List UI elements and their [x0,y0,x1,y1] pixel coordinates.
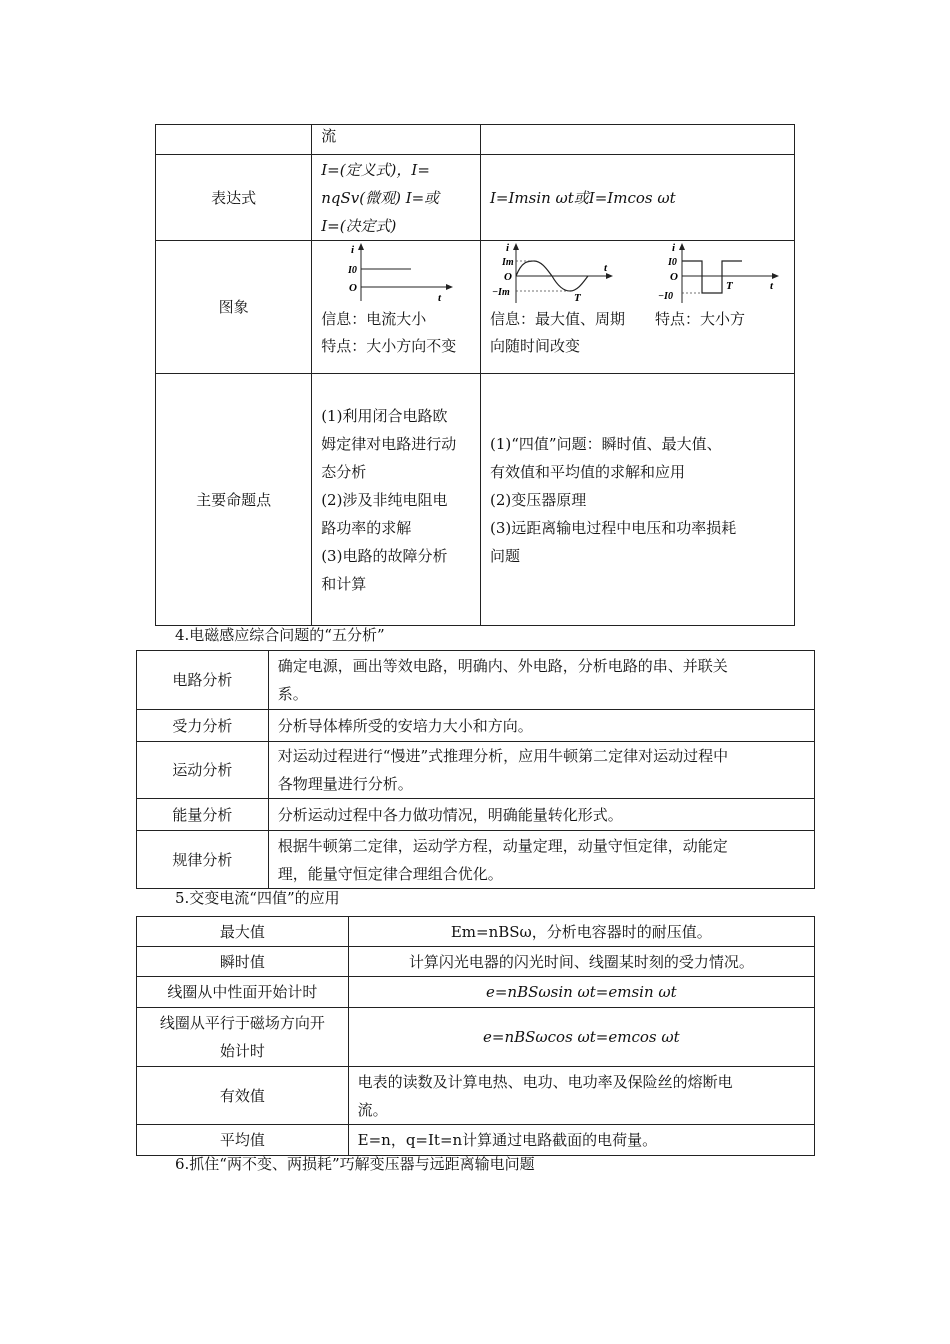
ac-graph-info-line: 向随时间改变 [489,337,580,355]
axis-label-i: i [671,242,676,254]
topic-line: (1)“四值”问题：瞬时值、最大值、 [489,434,722,453]
row-content: e=nBSωsin ωt=emsin ωt [348,977,814,1008]
axis-label-t: t [769,280,774,292]
ac-expression-cell: I=Imsin ωt或I=Imcos ωt [480,155,794,241]
row-label: 受力分析 [137,710,269,742]
table-row [137,1067,815,1125]
row-content: Em=nBSω，分析电容器时的耐压值。 [348,917,814,947]
topic-line: 有效值和平均值的求解和应用 [489,462,685,481]
row-content: E=n，q=It=n计算通过电路截面的电荷量。 [348,1125,814,1156]
max-label: Im [501,257,514,268]
row-label: 运动分析 [137,742,269,799]
ac-topics-cell [480,374,794,626]
dc-graph-cell [312,241,481,374]
topic-line: (2)涉及非纯电阻电 [321,490,448,509]
row-content [268,651,814,710]
four-values-table [136,916,815,1156]
ac-graph-cell [480,241,794,374]
row-content: 计算闪光电器的闪光时间、线圈某时刻的受力情况。 [348,947,814,977]
dc-topics-cell [312,374,481,626]
row-label: 规律分析 [137,831,269,889]
row-label-graph: 图象 [156,241,312,374]
table-row [137,651,815,710]
table-row [137,831,815,889]
topic-line: (3)电路的故障分析 [321,546,448,565]
min-label: −Im [491,287,510,298]
row-label: 瞬时值 [137,947,349,977]
current-comparison-table [155,124,795,626]
ac-sine-graph [490,241,620,307]
row-content [268,742,814,799]
cell-empty [156,125,312,155]
topic-line: 态分析 [321,462,367,481]
row-label: 能量分析 [137,799,269,831]
section-heading: 6.抓住“两不变、两损耗”巧解变压器与远距离输电问题 [175,1155,535,1173]
content-line: 理，能量守恒定律合理组合优化。 [277,864,503,883]
axis-label-i: i [351,244,355,256]
topic-line: (3)远距离输电过程中电压和功率损耗 [489,518,737,537]
axis-label-t: t [603,262,608,274]
dc-graph-info: 信息：电流大小 [321,310,427,328]
axis-label-i: i [505,242,510,254]
label-line: 始计时 [219,1042,265,1060]
cell-empty [480,125,794,155]
row-label: 有效值 [137,1067,349,1125]
table-row [137,917,815,947]
row-content: 分析导体棒所受的安培力大小和方向。 [268,710,814,742]
topic-line: 和计算 [321,574,367,593]
table-row [156,155,795,241]
dc-current-graph [321,241,461,307]
content-line: 系。 [277,685,308,703]
table-row [137,799,815,831]
dc-expression-line: I=(决定式) [321,216,397,235]
period-label: T [573,292,581,304]
dc-expression-cell [312,155,481,241]
table-row [137,1008,815,1067]
origin-label: O [349,282,358,294]
content-line: 确定电源，画出等效电路，明确内、外电路，分析电路的串、并联关 [277,657,728,675]
table-row [137,1125,815,1156]
table-row [156,125,795,155]
content-line: 对运动过程进行“慢进”式推理分析，应用牛顿第二定律对运动过程中 [277,747,729,765]
table-row [137,742,815,799]
row-content: e=nBSωcos ωt=emcos ωt [348,1008,814,1067]
topic-line: (2)变压器原理 [489,490,587,509]
row-content: 分析运动过程中各力做功情况，明确能量转化形式。 [268,799,814,831]
min-label: −I0 [657,291,673,302]
topic-line: (1)利用闭合电路欧 [321,406,448,425]
ac-graph-info-line: 信息：最大值、周期 特点：大小方 [489,310,745,328]
row-label [137,1008,349,1067]
row-label-topics: 主要命题点 [156,374,312,626]
content-line: 根据牛顿第二定律，运动学方程，动量定理，动量守恒定律，动能定 [277,836,728,855]
table-row [156,374,795,626]
dc-expression-line: I=(定义式)，I= [321,160,430,179]
max-label: I0 [667,257,677,268]
five-analysis-table [136,650,815,889]
section-heading: 5.交变电流“四值”的应用 [175,889,340,907]
ac-square-graph [656,241,786,307]
dc-expression-line: nqSv(微观) I=或 [321,188,440,207]
section-heading: 4.电磁感应综合问题的“五分析” [175,626,385,644]
dc-graph-feature: 特点：大小方向不变 [321,337,457,355]
topic-line: 路功率的求解 [321,518,412,537]
content-line: 流。 [357,1100,388,1119]
row-label: 电路分析 [137,651,269,710]
origin-label: O [669,271,678,283]
row-content [268,831,814,889]
ac-graphs [490,241,786,307]
content-line: 各物理量进行分析。 [277,775,413,793]
topic-line: 姆定律对电路进行动 [321,434,457,453]
table-row [156,241,795,374]
label-line: 线圈从平行于磁场方向开 [159,1014,325,1032]
table-row [137,710,815,742]
period-label: T [725,280,733,292]
row-label: 平均值 [137,1125,349,1156]
topic-line: 问题 [489,546,520,565]
table-row [137,977,815,1008]
level-label: I0 [348,265,358,276]
row-label-expression: 表达式 [156,155,312,241]
row-label: 线圈从中性面开始计时 [137,977,349,1008]
cell-continued-text: 流 [312,125,481,155]
content-line: 电表的读数及计算电热、电功、电功率及保险丝的熔断电 [357,1072,733,1091]
row-label: 最大值 [137,917,349,947]
origin-label: O [503,271,512,283]
axis-label-t: t [438,292,442,304]
table-row [137,947,815,977]
row-content [348,1067,814,1125]
